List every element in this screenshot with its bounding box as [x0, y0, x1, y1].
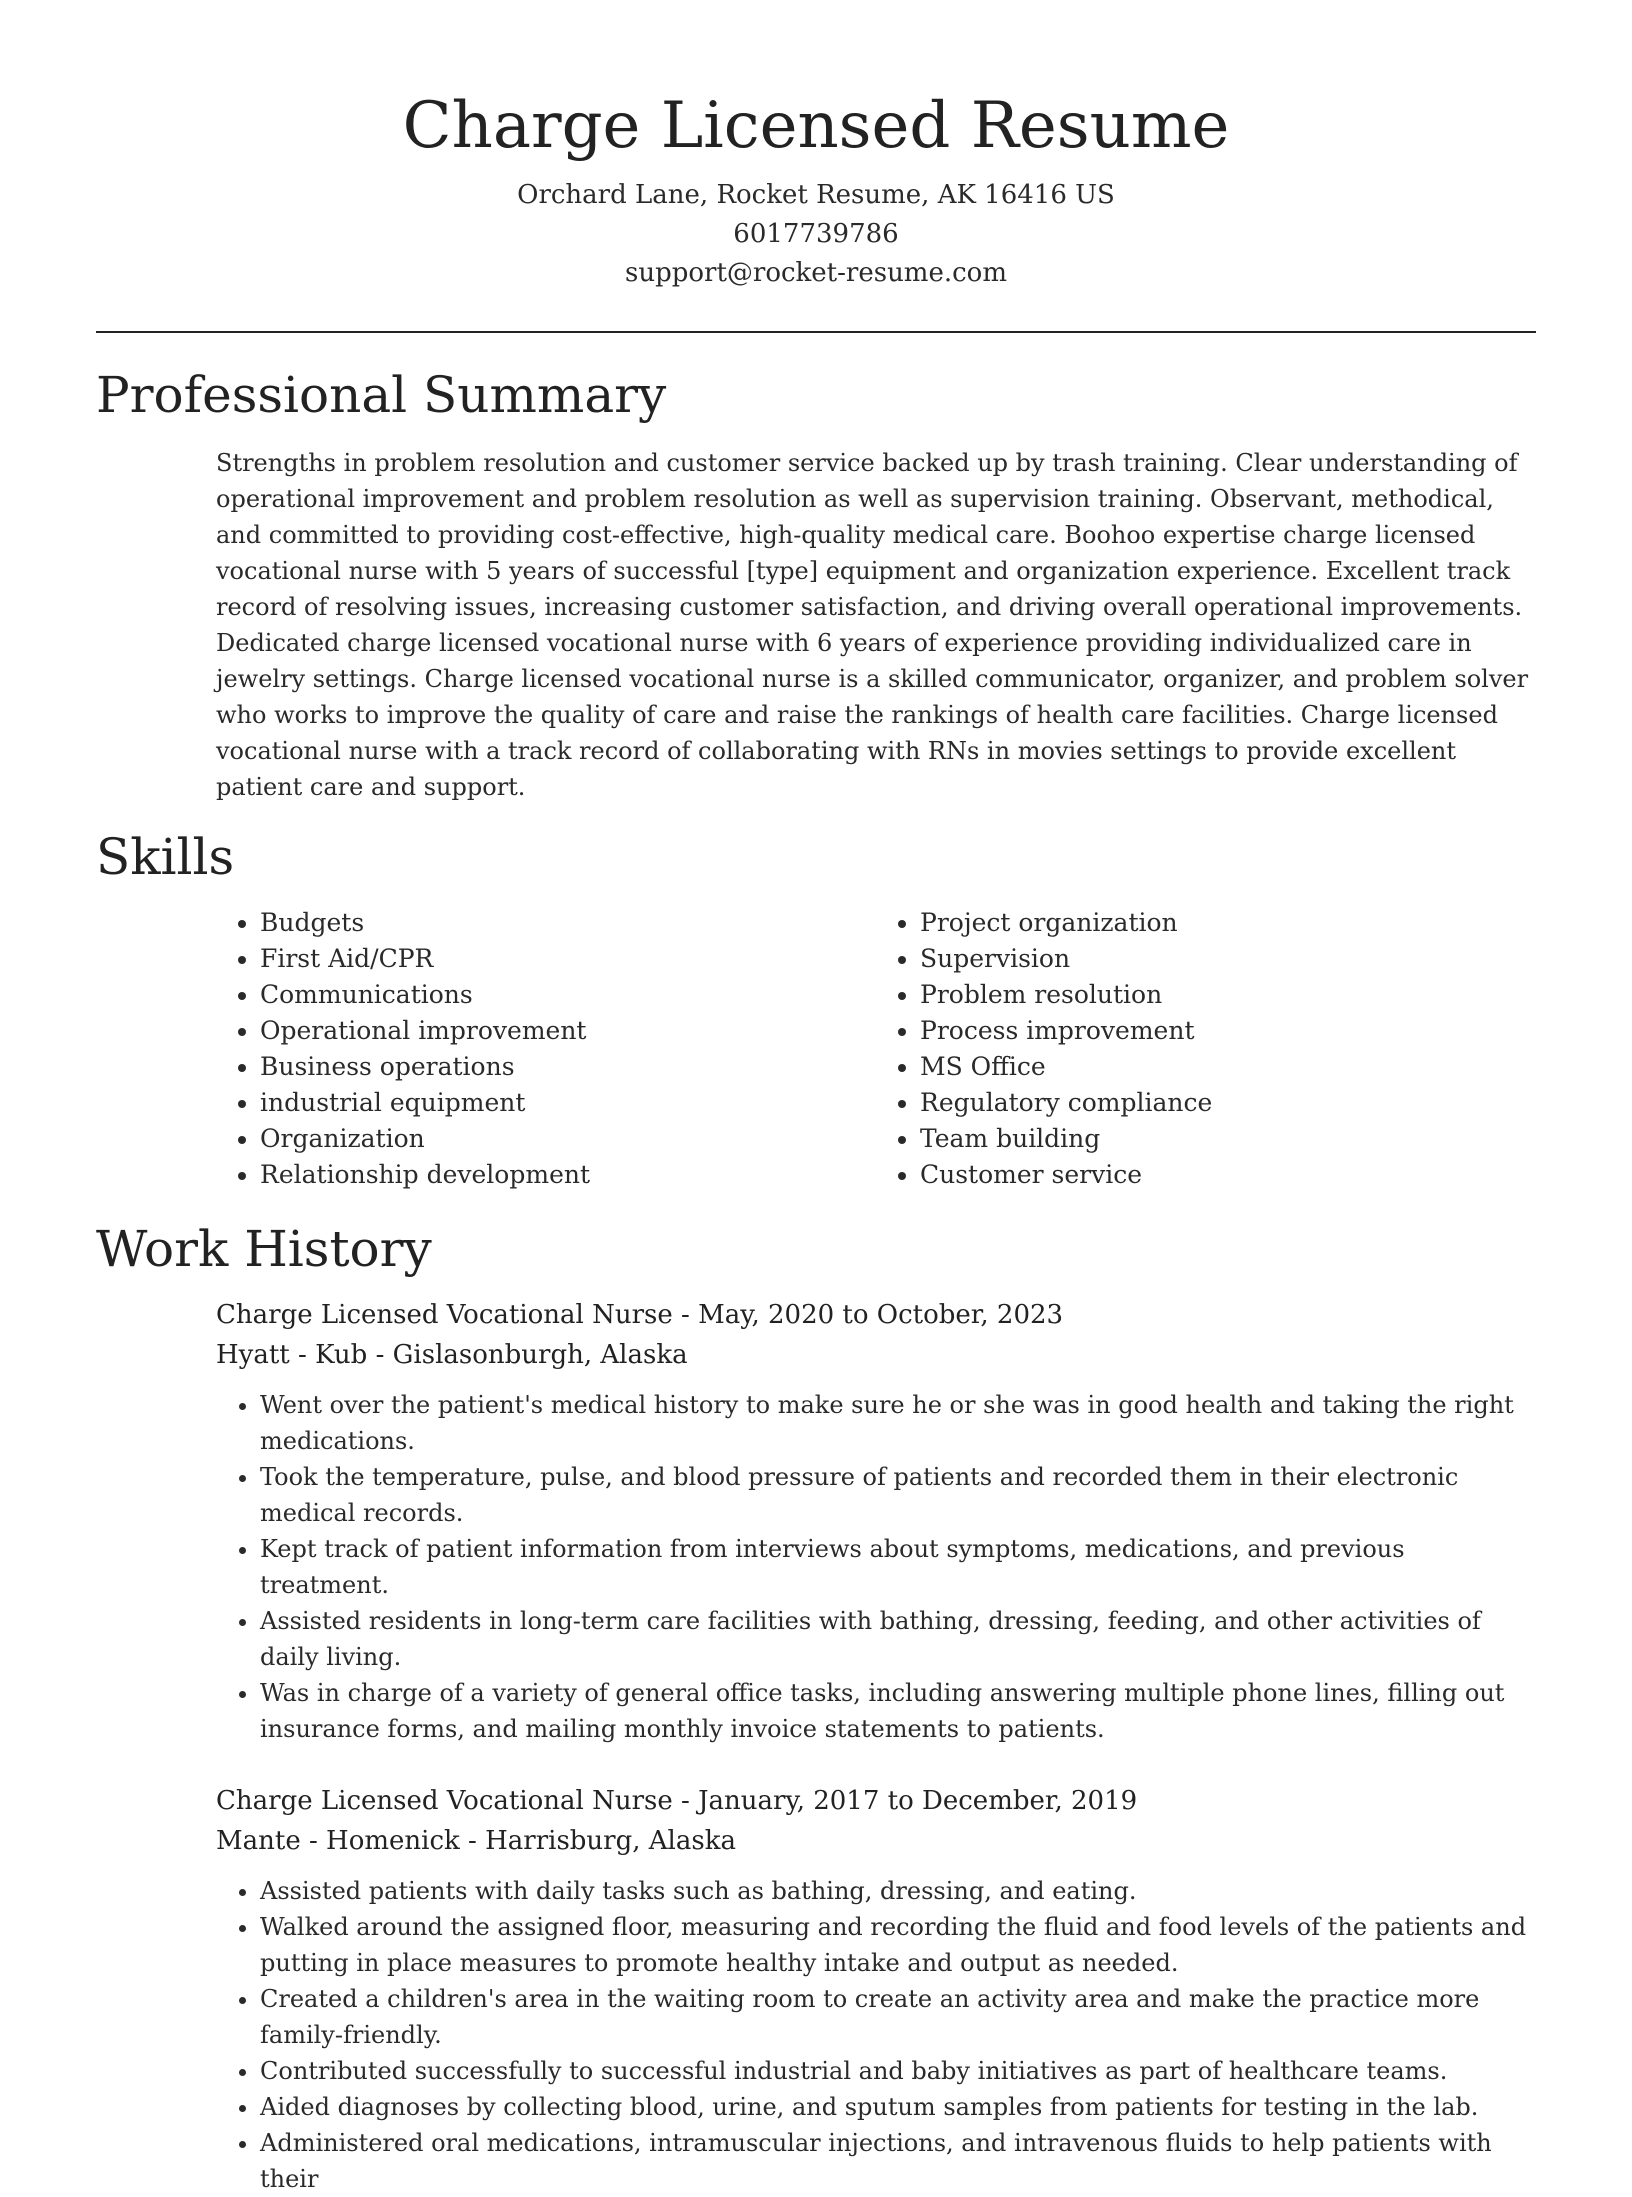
- summary-text: Strengths in problem resolution and customer service backed up by trash training. Clear understanding of operational improvement and problem resolution as well as supervision training. Observant, methodical, and committed to providing cost-effective, high-quality medical care. Boohoo expertise charge licensed vocational nurse with 5 years of successful [type] equipment and organization experience. Excellent track record of resolving issues, increasing customer satisfaction, and driving overall operational improvements. Dedicated charge licensed vocational nurse with 6 years of experience providing individualized care in jewelry settings. Charge licensed vocational nurse is a skilled communicator, organizer, and problem solver who works to improve the quality of care and raise the rankings of health care facilities. Charge licensed vocational nurse with a track record of collaborating with RNs in movies settings to provide excellent patient care and support.: [216, 449, 1529, 801]
- skill-item: • Supervision: [920, 941, 1536, 977]
- job-entry: [216, 1781, 1536, 2197]
- skill-item: • Regulatory compliance: [920, 1085, 1536, 1121]
- contact-address: Orchard Lane, Rocket Resume, AK 16416 US: [517, 180, 1115, 210]
- skills-list-left: [216, 905, 876, 1193]
- job-duty: • Kept track of patient information from interviews about symptoms, medications, and previous treatment.: [260, 1531, 1536, 1603]
- resume-title: Charge Licensed Resume: [402, 89, 1230, 163]
- summary-section: [216, 445, 1536, 805]
- skill-item: • Relationship development: [260, 1157, 876, 1193]
- job-duties-list: [216, 1873, 1536, 2197]
- job-duty: • Took the temperature, pulse, and blood pressure of patients and recorded them in their electronic medical records.: [260, 1459, 1536, 1531]
- skill-item: • Communications: [260, 977, 876, 1013]
- skill-item: • Business operations: [260, 1049, 876, 1085]
- skill-item: • First Aid/CPR: [260, 941, 876, 977]
- skill-item: • Problem resolution: [920, 977, 1536, 1013]
- job-employer: Hyatt - Kub: [216, 1340, 368, 1370]
- job-duty: • Went over the patient's medical history to make sure he or she was in good health and taking the right medications.: [260, 1387, 1536, 1459]
- job-employer-line: Mante - Homenick - Harrisburg, Alaska: [216, 1826, 736, 1856]
- job-duty: • Was in charge of a variety of general office tasks, including answering multiple phone lines, filling out insurance forms, and mailing monthly invoice statements to patients.: [260, 1675, 1536, 1747]
- job-dates: January, 2017 to December, 2019: [698, 1786, 1138, 1816]
- skill-item: • Process improvement: [920, 1013, 1536, 1049]
- job-duty: • Walked around the assigned floor, measuring and recording the fluid and food levels of the patients and putting in place measures to promote healthy intake and output as needed.: [260, 1909, 1536, 1981]
- skill-item: • Project organization: [920, 905, 1536, 941]
- skills-section: [216, 905, 1536, 1193]
- job-title-line: Charge Licensed Vocational Nurse - January, 2017 to December, 2019: [216, 1786, 1138, 1816]
- skills-heading: Skills: [96, 828, 235, 886]
- job-position: Charge Licensed Vocational Nurse: [216, 1300, 673, 1330]
- job-location: Gislasonburgh, Alaska: [392, 1340, 688, 1370]
- job-employer: Mante - Homenick: [216, 1826, 460, 1856]
- skills-grid: [216, 905, 1536, 1193]
- job-duty: • Assisted patients with daily tasks such as bathing, dressing, and eating.: [260, 1873, 1536, 1909]
- resume-page: [96, 0, 1536, 2197]
- job-duty: • Created a children's area in the waiting room to create an activity area and make the practice more family-friendly.: [260, 1981, 1536, 2053]
- work-history-section: [216, 1295, 1536, 2197]
- job-position: Charge Licensed Vocational Nurse: [216, 1786, 673, 1816]
- job-employer-line: Hyatt - Kub - Gislasonburgh, Alaska: [216, 1340, 688, 1370]
- work-history-heading: Work History: [96, 1220, 432, 1278]
- job-duties-list: [216, 1387, 1536, 1747]
- skill-item: • Team building: [920, 1121, 1536, 1157]
- skills-list-right: [876, 905, 1536, 1193]
- job-duty: • Contributed successfully to successful industrial and baby initiatives as part of healthcare teams.: [260, 2053, 1536, 2089]
- skill-item: • Budgets: [260, 905, 876, 941]
- skill-item: • MS Office: [920, 1049, 1536, 1085]
- skill-item: • Organization: [260, 1121, 876, 1157]
- header-divider: [96, 331, 1536, 333]
- job-dates: May, 2020 to October, 2023: [698, 1300, 1064, 1330]
- contact-phone: 6017739786: [733, 219, 899, 249]
- skill-item: • industrial equipment: [260, 1085, 876, 1121]
- job-location: Harrisburg, Alaska: [485, 1826, 736, 1856]
- resume-header: [96, 0, 1536, 293]
- job-title-line: Charge Licensed Vocational Nurse - May, 2020 to October, 2023: [216, 1300, 1064, 1330]
- job-duty: • Administered oral medications, intramuscular injections, and intravenous fluids to help patients with their: [260, 2125, 1536, 2197]
- summary-heading: Professional Summary: [96, 366, 667, 424]
- contact-email: support@rocket-resume.com: [624, 258, 1007, 288]
- job-duty: • Aided diagnoses by collecting blood, urine, and sputum samples from patients for testing in the lab.: [260, 2089, 1536, 2125]
- job-duty: • Assisted residents in long-term care facilities with bathing, dressing, feeding, and other activities of daily living.: [260, 1603, 1536, 1675]
- skill-item: • Customer service: [920, 1157, 1536, 1193]
- skill-item: • Operational improvement: [260, 1013, 876, 1049]
- job-entry: [216, 1295, 1536, 1747]
